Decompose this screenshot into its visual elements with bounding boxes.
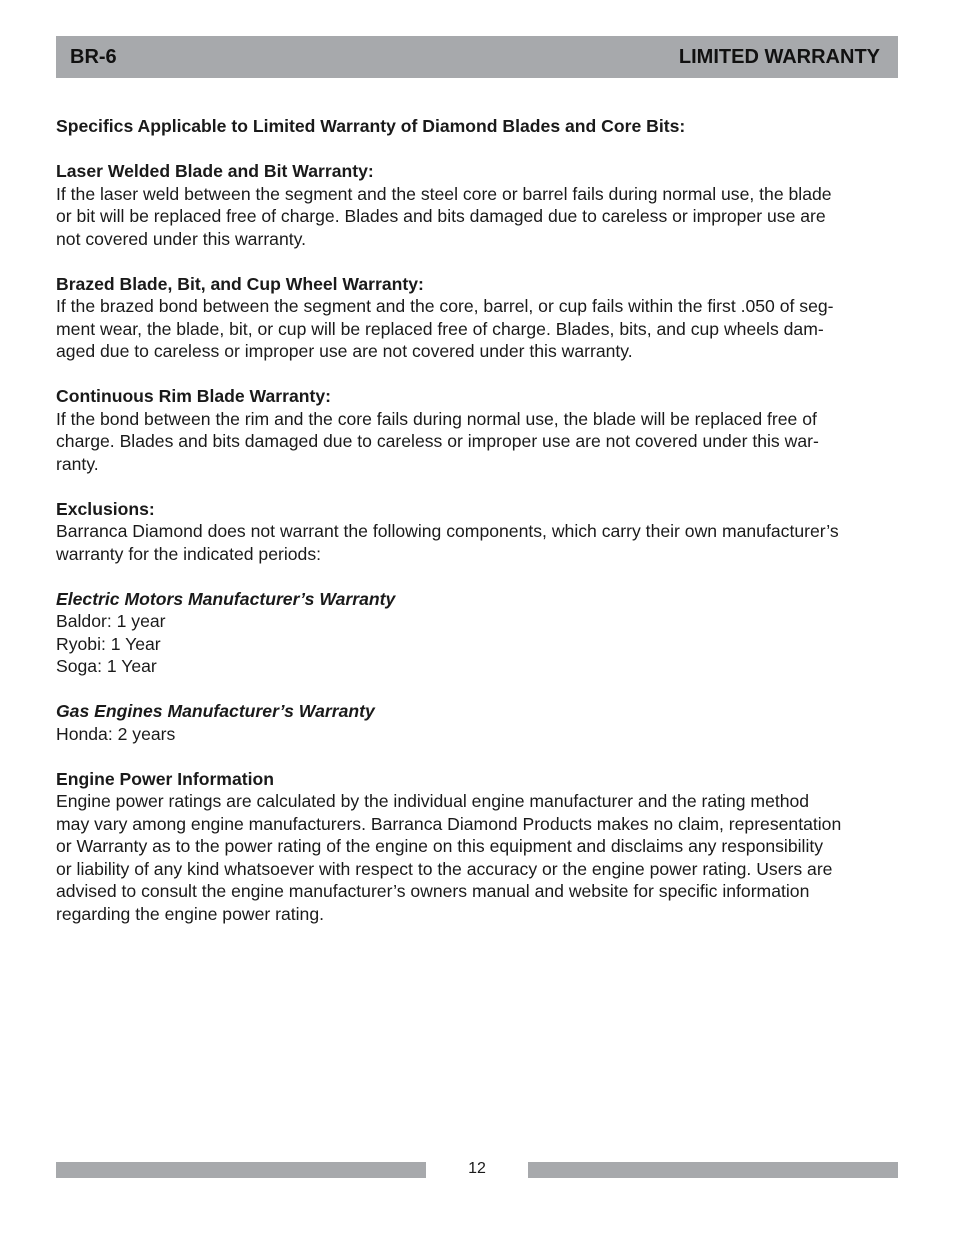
- continuous-rim-section: [56, 385, 898, 475]
- laser-warranty-heading: Laser Welded Blade and Bit Warranty:: [56, 161, 374, 181]
- electric-motors-heading: Electric Motors Manufacturer’s Warranty: [56, 588, 396, 609]
- continuous-rim-heading: Continuous Rim Blade Warranty:: [56, 386, 331, 406]
- text-line: ranty.: [56, 453, 99, 474]
- text-line: or liability of any kind whatsoever with respect to the accuracy or the engine power rating. Users are: [56, 858, 833, 879]
- electric-motors-section: [56, 588, 898, 678]
- gas-engines-list: [56, 723, 898, 746]
- text-line: Engine power ratings are calculated by the individual engine manufacturer and the rating method: [56, 791, 810, 811]
- laser-warranty-text: [56, 183, 898, 251]
- text-line: ment wear, the blade, bit, or cup will be replaced free of charge. Blades, bits, and cup wheels dam-: [56, 318, 824, 339]
- brazed-warranty-section: [56, 273, 898, 363]
- electric-motors-list: [56, 610, 898, 678]
- text-line: warranty for the indicated periods:: [56, 543, 322, 564]
- laser-warranty-section: [56, 160, 898, 250]
- brazed-warranty-text: [56, 295, 898, 363]
- gas-engines-section: [56, 700, 898, 745]
- text-line: advised to consult the engine manufacturer’s owners manual and website for specific information: [56, 881, 810, 901]
- gas-engines-heading: Gas Engines Manufacturer’s Warranty: [56, 701, 375, 721]
- text-line: charge. Blades and bits damaged due to careless or improper use are not covered under this war-: [56, 431, 819, 451]
- exclusions-heading: Exclusions:: [56, 498, 155, 519]
- list-item: Honda: 2 years: [56, 723, 176, 744]
- text-line: not covered under this warranty.: [56, 228, 307, 249]
- exclusions-section: [56, 498, 898, 566]
- section-title: LIMITED WARRANTY: [678, 46, 880, 68]
- engine-power-heading: Engine Power Information: [56, 768, 274, 789]
- page-number: 12: [468, 1160, 486, 1177]
- text-line: aged due to careless or improper use are not covered under this warranty.: [56, 341, 633, 361]
- footer-bar-right: [528, 1162, 898, 1178]
- engine-power-text: [56, 790, 898, 925]
- text-line: Barranca Diamond does not warrant the following components, which carry their own manufacturer’s: [56, 521, 839, 541]
- list-item: Baldor: 1 year: [56, 611, 166, 631]
- continuous-rim-text: [56, 408, 898, 476]
- text-line: If the brazed bond between the segment and the core, barrel, or cup fails within the first .050 of seg-: [56, 296, 834, 316]
- text-line: If the laser weld between the segment and the steel core or barrel fails during normal use, the blade: [56, 183, 832, 204]
- text-line: If the bond between the rim and the core fails during normal use, the blade will be replaced free of: [56, 408, 817, 429]
- text-line: or bit will be replaced free of charge. Blades and bits damaged due to careless or improper use are: [56, 206, 826, 226]
- list-item: Ryobi: 1 Year: [56, 633, 161, 654]
- document-body: [56, 115, 898, 948]
- footer-bar-left: [56, 1162, 426, 1178]
- text-line: may vary among engine manufacturers. Barranca Diamond Products makes no claim, representation: [56, 813, 842, 834]
- model-label: BR-6: [70, 46, 117, 68]
- text-line: regarding the engine power rating.: [56, 903, 324, 924]
- list-item: Soga: 1 Year: [56, 656, 157, 676]
- brazed-warranty-heading: Brazed Blade, Bit, and Cup Wheel Warranty:: [56, 273, 424, 294]
- text-line: or Warranty as to the power rating of the engine on this equipment and disclaims any responsibility: [56, 836, 824, 856]
- engine-power-section: [56, 768, 898, 926]
- page-header: [56, 36, 898, 78]
- exclusions-text: [56, 520, 898, 565]
- intro-section: [56, 115, 898, 138]
- intro-heading: Specifics Applicable to Limited Warranty of Diamond Blades and Core Bits:: [56, 116, 686, 136]
